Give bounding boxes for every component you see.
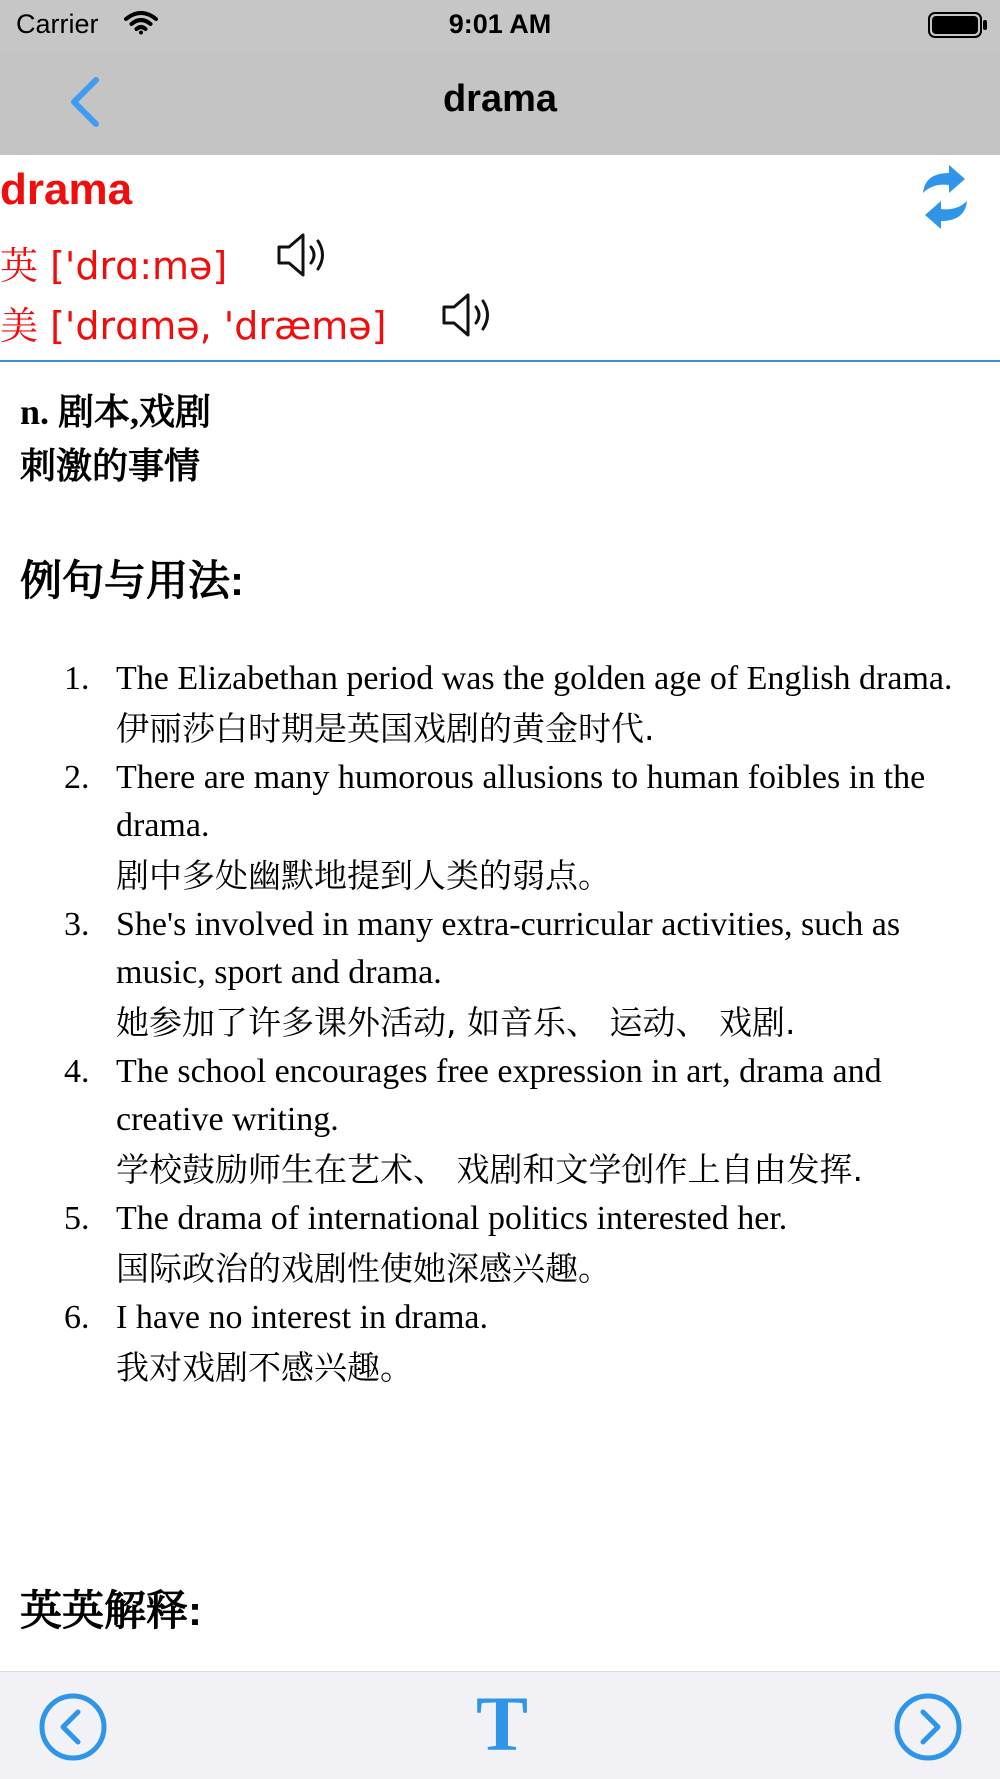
carrier-label: Carrier: [16, 9, 99, 39]
examples-list: [0, 655, 1000, 1393]
example-number: 3.: [64, 906, 90, 943]
bottom-toolbar: [0, 1671, 1000, 1779]
headword: drama: [0, 165, 133, 214]
example-english: I have no interest in drama.: [116, 1299, 488, 1336]
next-word-button[interactable]: [893, 1692, 963, 1762]
english-definition-section-title: 英英解释:: [20, 1587, 202, 1634]
example-english: There are many humorous allusions to human foibles in the drama.: [116, 759, 926, 844]
definition: [20, 385, 980, 493]
definition-line: n. 剧本,戏剧: [20, 392, 212, 432]
example-chinese: 学校鼓励师生在艺术、 戏剧和文学创作上自由发挥.: [116, 1150, 863, 1189]
example-chinese: 国际政治的戏剧性使她深感兴趣。: [116, 1249, 611, 1288]
example-item: [0, 1294, 1000, 1393]
previous-word-button[interactable]: [38, 1692, 108, 1762]
navigation-bar: [0, 50, 1000, 155]
example-number: 4.: [64, 1053, 90, 1090]
example-english: The Elizabethan period was the golden age of English drama.: [116, 660, 953, 697]
refresh-icon[interactable]: [915, 163, 975, 231]
battery-icon: [928, 12, 988, 38]
examples-section-title: 例句与用法:: [20, 557, 244, 604]
example-item: [0, 1048, 1000, 1195]
definition-line: 刺激的事情: [20, 446, 201, 486]
example-item: [0, 754, 1000, 901]
word-header: [0, 155, 1000, 362]
uk-speaker-icon[interactable]: [275, 229, 331, 281]
uk-pronunciation: 英 ['drɑ:mə]: [0, 244, 228, 288]
example-item: [0, 901, 1000, 1048]
example-chinese: 伊丽莎白时期是英国戏剧的黄金时代.: [116, 709, 655, 748]
example-chinese: 剧中多处幽默地提到人类的弱点。: [116, 856, 611, 895]
example-english: The school encourages free expression in art, drama and creative writing.: [116, 1053, 882, 1138]
example-chinese: 我对戏剧不感兴趣。: [116, 1348, 413, 1387]
example-number: 6.: [64, 1299, 90, 1336]
example-english: The drama of international politics interested her.: [116, 1200, 788, 1237]
example-number: 1.: [64, 660, 90, 697]
example-number: 5.: [64, 1200, 90, 1237]
us-pronunciation: 美 ['drɑmə, 'dræmə]: [0, 304, 387, 348]
example-chinese: 她参加了许多课外活动, 如音乐、 运动、 戏剧.: [116, 1003, 796, 1042]
example-english: She's involved in many extra-curricular activities, such as music, sport and drama.: [116, 906, 901, 991]
example-number: 2.: [64, 759, 90, 796]
example-item: [0, 1195, 1000, 1294]
example-item: [0, 655, 1000, 754]
status-bar: [0, 0, 1000, 50]
font-size-button[interactable]: T: [475, 1680, 529, 1767]
status-time: 9:01 AM: [448, 9, 552, 39]
page-title: drama: [442, 78, 558, 120]
us-speaker-icon[interactable]: [440, 289, 496, 341]
